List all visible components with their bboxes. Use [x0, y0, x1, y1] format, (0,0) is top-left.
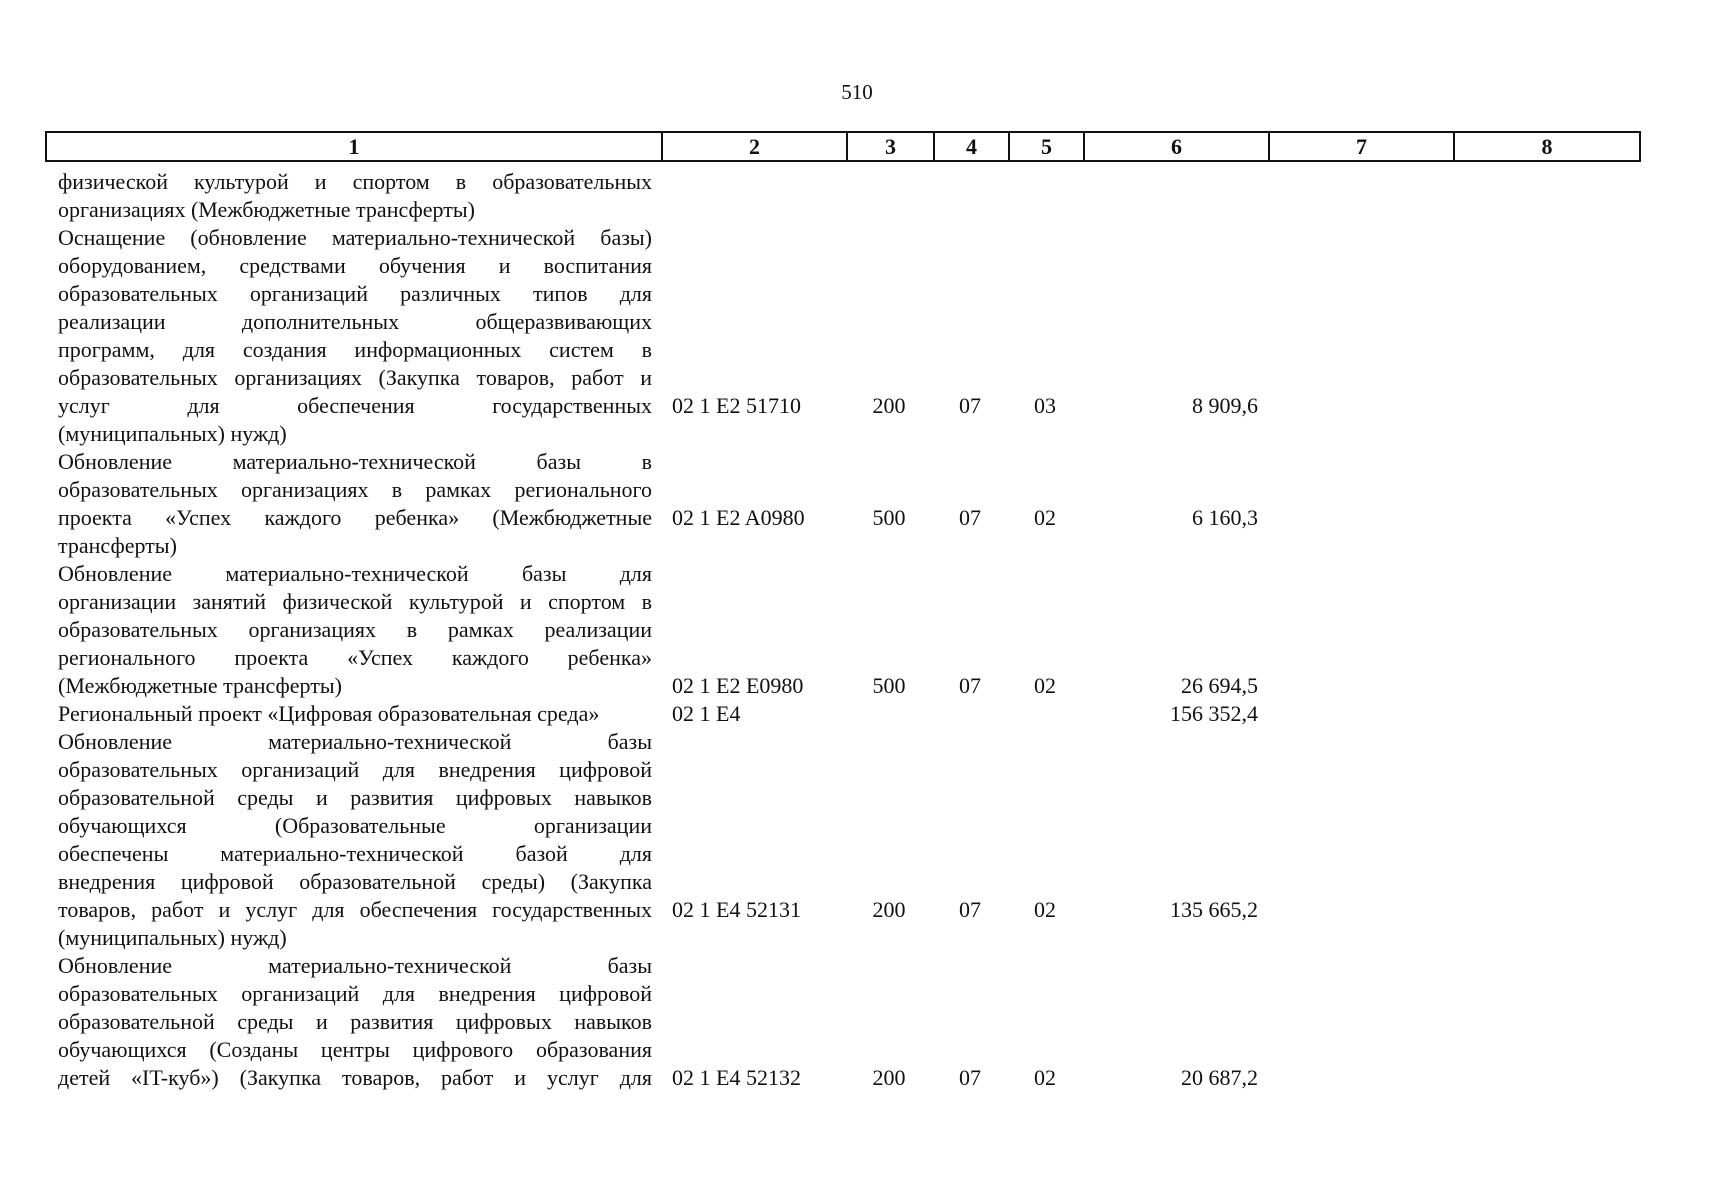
- description-line: образовательных организациях в рамках регионального: [58, 477, 652, 502]
- section-code: 07: [959, 505, 981, 530]
- description-line: услуг для обеспечения государственных: [58, 393, 652, 418]
- description-line: обучающихся (Созданы центры цифрового образования: [58, 1037, 652, 1062]
- expense-type: 500: [872, 673, 906, 698]
- row-description: [58, 224, 652, 448]
- subsection-code: 02: [1034, 897, 1056, 922]
- table-row: [0, 728, 1714, 952]
- table-row: [0, 560, 1714, 700]
- description-line: образовательной среды и развития цифровых навыков: [58, 1009, 652, 1034]
- description-line: обеспечены материально-технической базой для: [58, 841, 652, 866]
- expense-type: 500: [872, 505, 906, 530]
- description-line: Обновление материально-технической базы в: [58, 449, 652, 474]
- description-line: Региональный проект «Цифровая образовательная среда»: [58, 701, 600, 726]
- row-description: [58, 448, 652, 560]
- description-line: организации занятий физической культурой и спортом в: [58, 589, 652, 614]
- section-code: 07: [959, 393, 981, 418]
- target-code: 02 1 E2 E0980: [672, 673, 804, 698]
- expense-type: 200: [872, 393, 906, 418]
- description-line: Обновление материально-технической базы: [58, 953, 652, 978]
- column-header-7: 7: [1269, 132, 1454, 161]
- target-code: 02 1 E4: [672, 701, 741, 726]
- subsection-code: 02: [1034, 673, 1056, 698]
- expense-type: 200: [872, 1065, 906, 1090]
- column-header-3: 3: [847, 132, 934, 161]
- description-line: товаров, работ и услуг для обеспечения государственных: [58, 897, 652, 922]
- description-line: Обновление материально-технической базы: [58, 729, 652, 754]
- column-header-8: 8: [1454, 132, 1640, 161]
- description-line: обучающихся (Образовательные организации: [58, 813, 652, 838]
- subsection-code: 02: [1034, 1065, 1056, 1090]
- description-line: образовательных организаций различных типов для: [58, 281, 652, 306]
- row-description: [58, 168, 652, 224]
- amount: 8 909,6: [1192, 393, 1258, 418]
- description-line: Оснащение (обновление материально-технической базы): [58, 225, 652, 250]
- target-code: 02 1 E4 52132: [672, 1065, 801, 1090]
- section-code: 07: [959, 673, 981, 698]
- subsection-code: 03: [1034, 393, 1056, 418]
- description-line: (муниципальных) нужд): [58, 925, 287, 950]
- table-row: [0, 224, 1714, 448]
- description-line: (муниципальных) нужд): [58, 421, 287, 446]
- description-line: проекта «Успех каждого ребенка» (Межбюджетные: [58, 505, 652, 530]
- amount: 6 160,3: [1192, 505, 1258, 530]
- description-line: внедрения цифровой образовательной среды) (Закупка: [58, 869, 652, 894]
- description-line: Обновление материально-технической базы для: [58, 561, 652, 586]
- row-description: [58, 700, 652, 728]
- column-header-2: 2: [662, 132, 847, 161]
- row-description: [58, 728, 652, 952]
- description-line: программ, для создания информационных систем в: [58, 337, 652, 362]
- description-line: образовательных организациях в рамках реализации: [58, 617, 652, 642]
- page-number: 510: [841, 80, 873, 104]
- description-line: организациях (Межбюджетные трансферты): [58, 197, 475, 222]
- description-line: регионального проекта «Успех каждого ребенка»: [58, 645, 652, 670]
- column-header-6: 6: [1084, 132, 1269, 161]
- description-line: образовательных организациях (Закупка товаров, работ и: [58, 365, 652, 390]
- description-line: реализации дополнительных общеразвивающих: [58, 309, 652, 334]
- table-row: [0, 168, 1714, 224]
- row-description: [58, 560, 652, 700]
- amount: 135 665,2: [1170, 897, 1258, 922]
- target-code: 02 1 E2 51710: [672, 393, 801, 418]
- description-line: оборудованием, средствами обучения и воспитания: [58, 253, 652, 278]
- column-header-table: [45, 131, 1641, 162]
- amount: 156 352,4: [1170, 701, 1258, 726]
- column-header-1: 1: [46, 132, 662, 161]
- table-row: [0, 448, 1714, 560]
- section-code: 07: [959, 897, 981, 922]
- target-code: 02 1 E2 A0980: [672, 505, 805, 530]
- description-line: образовательной среды и развития цифровых навыков: [58, 785, 652, 810]
- column-header-4: 4: [934, 132, 1009, 161]
- description-line: образовательных организаций для внедрения цифровой: [58, 981, 652, 1006]
- description-line: образовательных организаций для внедрения цифровой: [58, 757, 652, 782]
- target-code: 02 1 E4 52131: [672, 897, 801, 922]
- section-code: 07: [959, 1065, 981, 1090]
- expense-type: 200: [872, 897, 906, 922]
- table-row: [0, 952, 1714, 1092]
- amount: 20 687,2: [1181, 1065, 1258, 1090]
- amount: 26 694,5: [1181, 673, 1258, 698]
- subsection-code: 02: [1034, 505, 1056, 530]
- column-header-5: 5: [1009, 132, 1084, 161]
- description-line: физической культурой и спортом в образовательных: [58, 169, 652, 194]
- table-row: [0, 700, 1714, 728]
- row-description: [58, 952, 652, 1092]
- description-line: детей «IT-куб») (Закупка товаров, работ и услуг для: [58, 1065, 652, 1090]
- description-line: трансферты): [58, 533, 177, 558]
- description-line: (Межбюджетные трансферты): [58, 673, 342, 698]
